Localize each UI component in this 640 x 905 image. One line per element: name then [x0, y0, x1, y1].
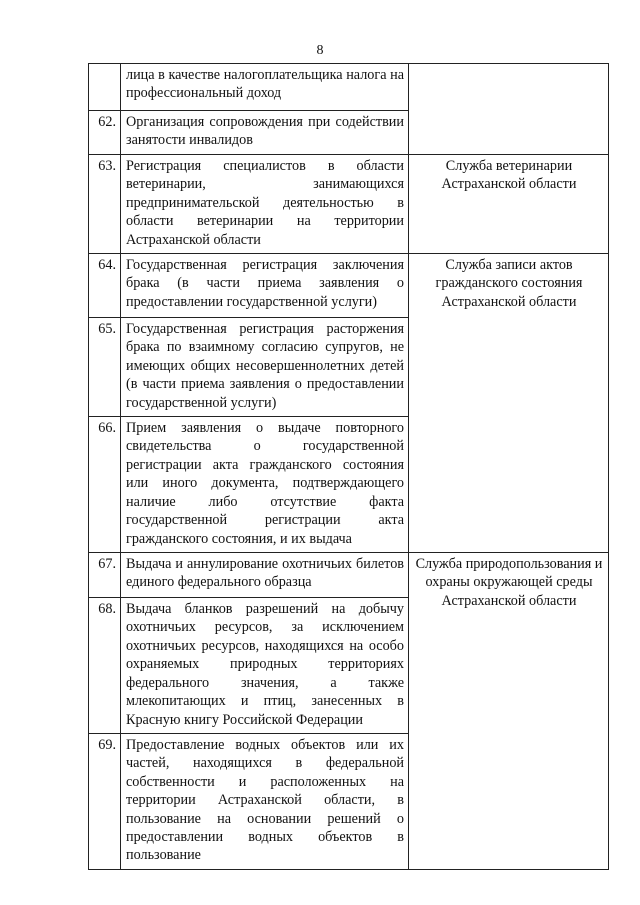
table-row: [89, 553, 609, 598]
agency-cell: Служба ветеринарии Астраханской области: [409, 155, 609, 254]
service-description: Предоставление водных объектов или их частей, находящихся в федеральной собственности и расположенных на территории Астраханской области, в пользование на основании решений о предоставлении водных объектов в пользование: [121, 733, 409, 869]
row-number: 62.: [89, 111, 121, 155]
table-row: [89, 254, 609, 318]
service-description: Государственная регистрация расторжения брака по взаимному согласию супругов, не имеющих общих несовершеннолетних детей (в части приема заявления о предоставлении государственной услуги): [121, 318, 409, 417]
service-description: Государственная регистрация заключения брака (в части приема заявления о предоставлении государственной услуги): [121, 254, 409, 318]
service-description: Прием заявления о выдаче повторного свидетельства о государственной регистрации акта гражданского состояния или иного документа, подтверждающего наличие либо отсутствие факта государственной регистрации акта гражданского состояния, и их выдача: [121, 417, 409, 553]
row-number: 68.: [89, 598, 121, 734]
row-number: 64.: [89, 254, 121, 318]
services-table: [88, 63, 609, 870]
agency-cell: Служба природопользования и охраны окружающей среды Астраханской области: [409, 553, 609, 870]
service-description: Выдача и аннулирование охотничьих билетов единого федерального образца: [121, 553, 409, 598]
service-description: лица в качестве налогоплательщика налога на профессиональный доход: [121, 64, 409, 111]
row-number: 63.: [89, 155, 121, 254]
page-number: 8: [316, 43, 324, 58]
table-row: [89, 64, 609, 111]
row-number: 67.: [89, 553, 121, 598]
row-number: 69.: [89, 733, 121, 869]
row-number: 66.: [89, 417, 121, 553]
row-number: [89, 64, 121, 111]
table-row: [89, 155, 609, 254]
service-description: Выдача бланков разрешений на добычу охотничьих ресурсов, за исключением охотничьих ресурсов, находящихся на особо охраняемых природных территориях федерального значения, а также млекопитающих и птиц, занесенных в Красную книгу Российской Федерации: [121, 598, 409, 734]
agency-cell: Служба записи актов гражданского состояния Астраханской области: [409, 254, 609, 553]
service-description: Организация сопровождения при содействии занятости инвалидов: [121, 111, 409, 155]
agency-cell: [409, 64, 609, 155]
service-description: Регистрация специалистов в области ветеринарии, занимающихся предпринимательской деятельностью в области ветеринарии на территории Астраханской области: [121, 155, 409, 254]
row-number: 65.: [89, 318, 121, 417]
